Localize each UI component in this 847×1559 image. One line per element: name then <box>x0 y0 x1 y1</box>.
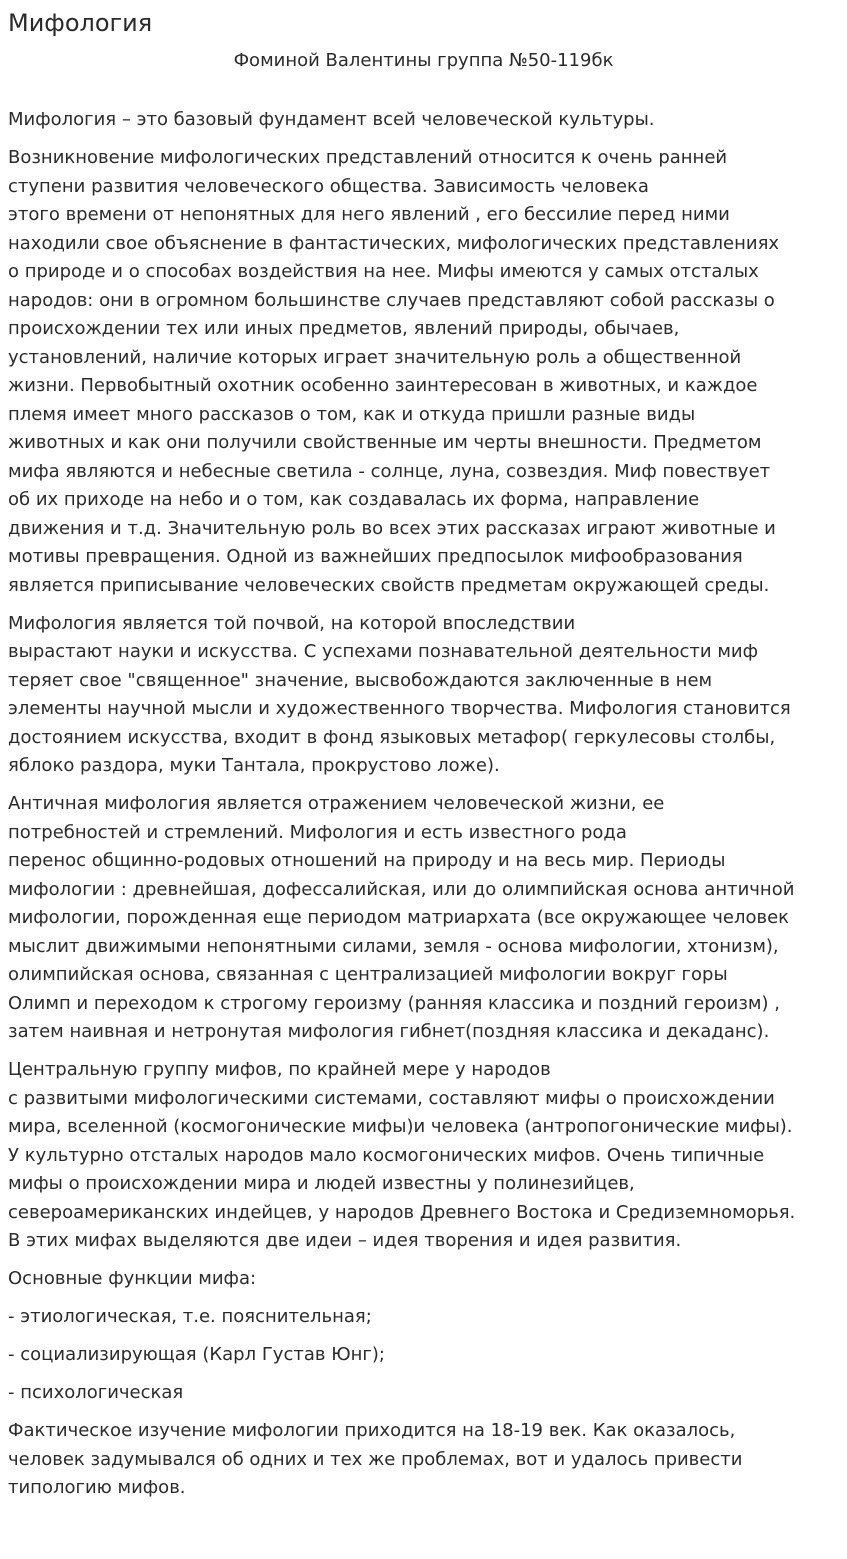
paragraph: Основные функции мифа: <box>8 1268 257 1289</box>
paragraph: Фактическое изучение мифологии приходится на 18-19 век. Как оказалось, человек задумывался об одних и тех же проблемах, вот и удалось привести типологию мифов. <box>8 1420 743 1498</box>
paragraph: Античная мифология является отражением человеческой жизни, ее потребностей и стремлений. Мифология и есть известного рода перенос общинно-родовых отношений на природу и на весь мир. Периоды мифологии : древнейшая, дофессалийская, или до олимпийская основа античной мифологии, порожденная еще периодом матриархата (все окружающее человек мыслит движимыми непонятными силами, земля - основа мифологии, хтонизм), олимпийская основа, связанная с централизацией мифологии вокруг горы Олимп и переходом к строгому героизму (ранняя классика и поздний героизм) , затем наивная и нетронутая мифология гибнет(поздняя классика и декаданс). <box>8 793 795 1042</box>
paragraph: Возникновение мифологических представлений относится к очень ранней ступени развития человеческого общества. Зависимость человека этого времени от непонятных для него явлений , его бессилие перед ними находили свое объяснение в фантастических, мифологических представлениях о природе и о способах воздействия на нее. Мифы имеются у самых отсталых народов: они в огромном большинстве случаев представляют собой рассказы о происхождении тех или иных предметов, явлений природы, обычаев, установлений, наличие которых играет значительную роль а общественной жизни. Первобытный охотник особенно заинтересован в животных, и каждое племя имеет много рассказов о том, как и откуда пришли разные виды животных и как они получили свойственные им черты внешности. Предметом мифа являются и небесные светила - солнце, луна, созвездия. Миф повествует об их приходе на небо и о том, как создавалась их форма, направление движения и т.д. Значительную роль во всех этих рассказах играют животные и мотивы превращения. Одной из важнейших предпосылок мифообразования является приписывание человеческих свойств предметам окружающей среды. <box>8 147 780 596</box>
document-title: Мифология <box>8 9 153 37</box>
paragraph: Центральную группу мифов, по крайней мере у народов с развитыми мифологическими системами, составляют мифы о происхождении мира, вселенной (космогонические мифы)и человека (антропогонические мифы). У культурно отсталых народов мало космогонических мифов. Очень типичные мифы о происхождении мира и людей известны у полинезийцев, североамериканских индейцев, у народов Древнего Востока и Средиземноморья. В этих мифах выделяются две идеи – идея творения и идея развития. <box>8 1059 796 1251</box>
document-author: Фоминой Валентины группа №50-119бк <box>233 50 614 71</box>
list-item: - психологическая <box>8 1382 184 1403</box>
document-body <box>8 106 839 1503</box>
paragraph: Мифология является той почвой, на которой впоследствии вырастают науки и искусства. С успехами познавательной деятельности миф теряет свое "священное" значение, высвобождаются заключенные в нем элементы научной мысли и художественного творчества. Мифология становится достоянием искусства, входит в фонд языковых метафор( геркулесовы столбы, яблоко раздора, муки Тантала, прокрустово ложе). <box>8 612 791 776</box>
list-item: - социализирующая (Карл Густав Юнг); <box>8 1344 385 1365</box>
paragraph: Мифология – это базовый фундамент всей человеческой культуры. <box>8 109 655 130</box>
list-item: - этиологическая, т.е. пояснительная; <box>8 1306 372 1327</box>
